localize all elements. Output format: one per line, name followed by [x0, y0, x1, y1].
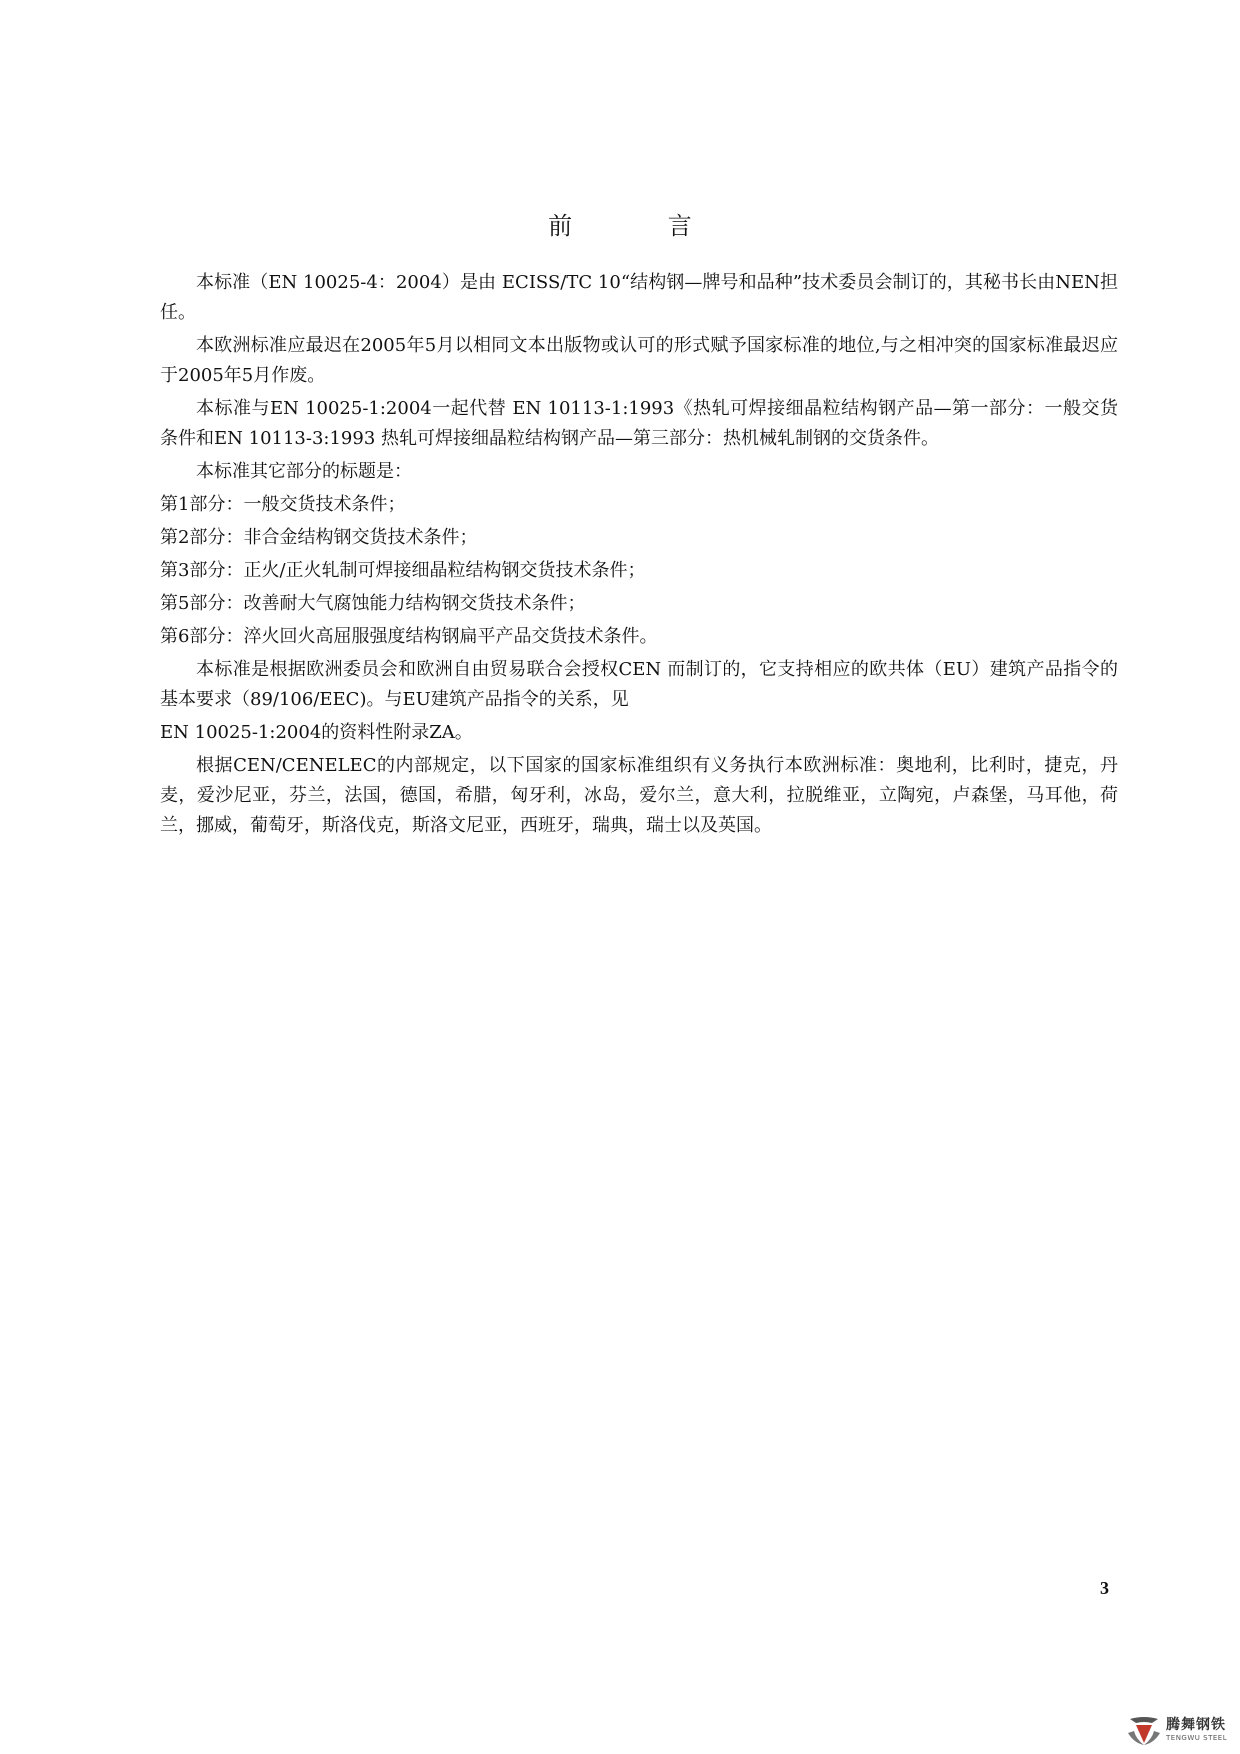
- part-list-item: 第1部分：一般交货技术条件；: [160, 494, 406, 515]
- tengwu-logo-icon: [1126, 1713, 1162, 1747]
- paragraph-countries: 根据CEN/CENELEC的内部规定，以下国家的国家标准组织有义务执行本欧洲标准：奥地利，比利时，捷克，丹麦，爱沙尼亚，芬兰，法国，德国，希腊，匈牙利，冰岛，爱尔兰，意大利，拉脱维亚，立陶宛，卢森堡，马耳他，荷兰，挪威，葡萄牙，斯洛伐克，斯洛文尼亚，西班牙，瑞典，瑞士以及英国。: [160, 755, 1118, 836]
- page-number: 3: [1100, 1578, 1109, 1598]
- paragraph-mandate-continued: EN 10025-1:2004的资料性附录ZA。: [160, 722, 473, 743]
- paragraph-supersedes: 本标准与EN 10025-1:2004一起代替 EN 10113-1:1993《热轧可焊接细晶粒结构钢产品—第一部分：一般交货条件和EN 10113-3:1993 热轧可焊接细晶粒结构钢产品—第三部分：热机械轧制钢的交货条件。: [160, 398, 1118, 449]
- watermark-text-cn: 腾舞钢铁: [1166, 1717, 1226, 1733]
- part-list-item: 第2部分：非合金结构钢交货技术条件；: [160, 527, 478, 548]
- page-title: 前 言: [548, 212, 736, 240]
- watermark-text-en: TENGWU STEEL: [1166, 1734, 1228, 1742]
- part-list-item: 第5部分：改善耐大气腐蚀能力结构钢交货技术条件；: [160, 593, 586, 614]
- part-list-item: 第6部分：淬火回火高屈服强度结构钢扁平产品交货技术条件。: [160, 626, 658, 647]
- watermark-logo: [1126, 1710, 1238, 1750]
- paragraph-national-status: 本欧洲标准应最迟在2005年5月以相同文本出版物或认可的形式赋予国家标准的地位,与之相冲突的国家标准最迟应于2005年5月作废。: [160, 335, 1118, 386]
- paragraph-mandate: 本标准是根据欧洲委员会和欧洲自由贸易联合会授权CEN 而制订的，它支持相应的欧共体（EU）建筑产品指令的基本要求（89/106/EEC)。与EU建筑产品指令的关系，见: [160, 659, 1118, 710]
- part-list-item: 第3部分：正火/正火轧制可焊接细晶粒结构钢交货技术条件；: [160, 560, 646, 581]
- paragraph-other-parts-intro: 本标准其它部分的标题是：: [196, 461, 412, 482]
- document-body: [160, 268, 1118, 844]
- paragraph-committee: 本标准（EN 10025-4：2004）是由 ECISS/TC 10“结构钢—牌号和品种”技术委员会制订的，其秘书长由NEN担任。: [160, 272, 1118, 323]
